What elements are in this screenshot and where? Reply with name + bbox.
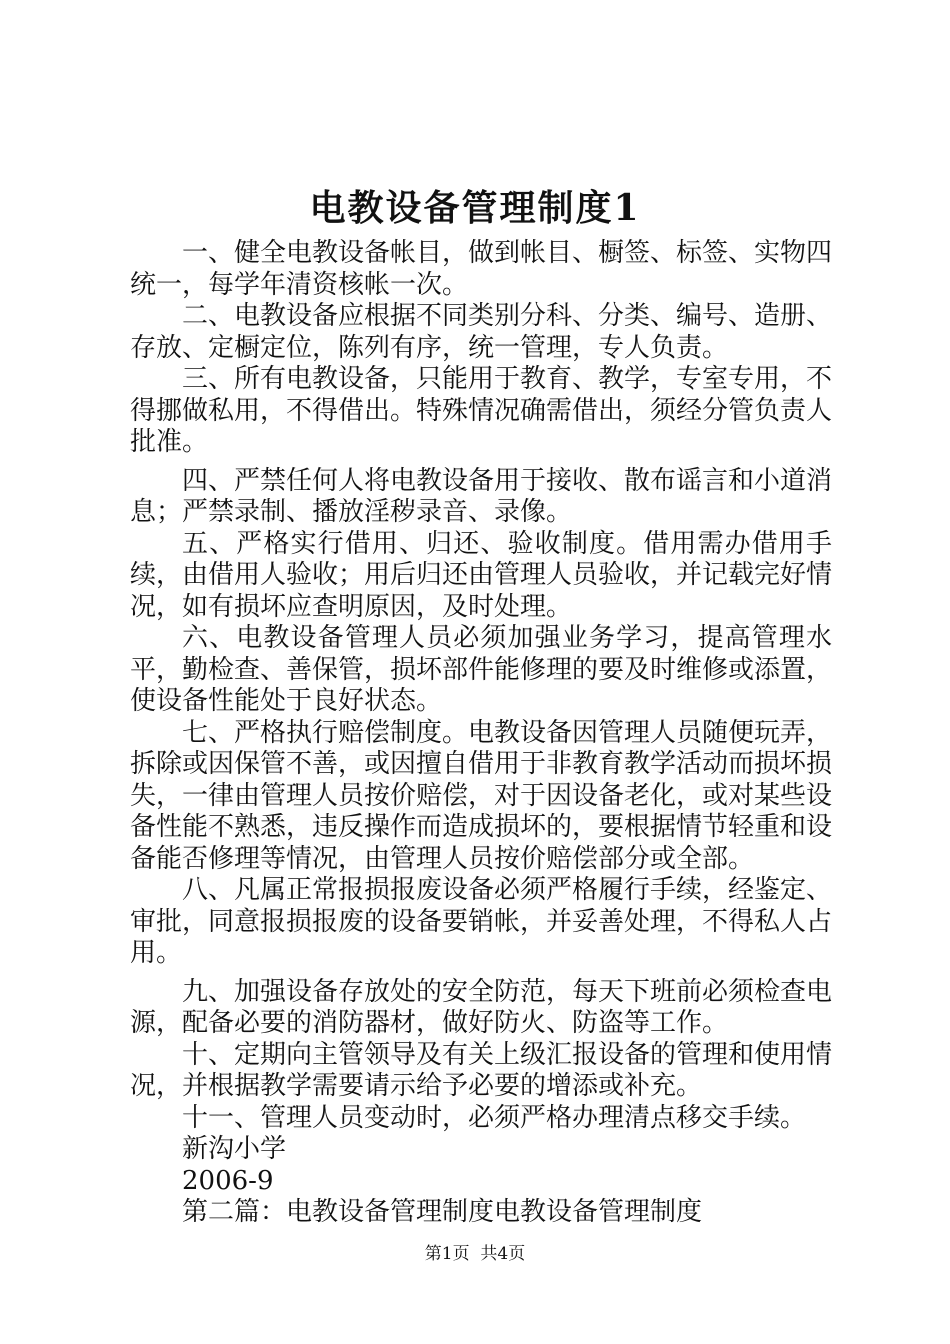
paragraph-4: 四、严禁任何人将电教设备用于接收、散布谣言和小道消息；严禁录制、播放淫秽录音、录像。 (130, 465, 833, 527)
page-total: 共4页 (480, 1244, 526, 1264)
paragraph-5: 五、严格实行借用、归还、验收制度。借用需办借用手续，由借用人验收；用后归还由管理人员验收，并记载完好情况，如有损坏应查明原因，及时处理。 (130, 528, 833, 622)
document-title: 电教设备管理制度1 (309, 187, 641, 229)
page-footer (0, 1242, 950, 1266)
document-body (130, 238, 832, 1229)
paragraph-7: 七、严格执行赔偿制度。电教设备因管理人员随便玩弄，拆除或因保管不善，或因擅自借用于非教育教学活动而损坏损失，一律由管理人员按价赔偿，对于因设备老化，或对某些设备性能不熟悉，违反操作而造成损坏的，要根据情节轻重和设备能否修理等情况，由管理人员按价赔偿部分或全部。 (130, 717, 833, 874)
signature-school: 新沟小学 (182, 1134, 287, 1164)
paragraph-8: 八、凡属正常报损报废设备必须严格履行手续，经鉴定、审批，同意报损报废的设备要销帐，并妥善处理，不得私人占用。 (130, 875, 833, 968)
signature-date: 2006-9 (182, 1165, 274, 1196)
paragraph-9: 九、加强设备存放处的安全防范，每天下班前必须检查电源，配备必要的消防器材，做好防火、防盗等工作。 (130, 976, 833, 1038)
paragraph-6: 六、电教设备管理人员必须加强业务学习，提高管理水平，勤检查、善保管，损坏部件能修理的要及时维修或添置，使设备性能处于良好状态。 (130, 623, 833, 716)
paragraph-2: 二、电教设备应根据不同类别分科、分类、编号、造册、存放、定橱定位，陈列有序，统一管理，专人负责。 (130, 301, 833, 363)
paragraph-11: 十一、管理人员变动时，必须严格办理清点移交手续。 (182, 1102, 807, 1133)
next-section-heading: 第二篇：电教设备管理制度电教设备管理制度 (182, 1197, 703, 1227)
paragraph-3: 三、所有电教设备，只能用于教育、教学，专室专用，不得挪做私用，不得借出。特殊情况确需借出，须经分管负责人批准。 (130, 364, 833, 457)
paragraph-10: 十、定期向主管领导及有关上级汇报设备的管理和使用情况，并根据教学需要请示给予必要的增添或补充。 (130, 1039, 833, 1101)
page-number: 第1页 (424, 1244, 470, 1264)
paragraph-1: 一、健全电教设备帐目，做到帐目、橱签、标签、实物四统一，每学年清资核帐一次。 (130, 238, 833, 300)
